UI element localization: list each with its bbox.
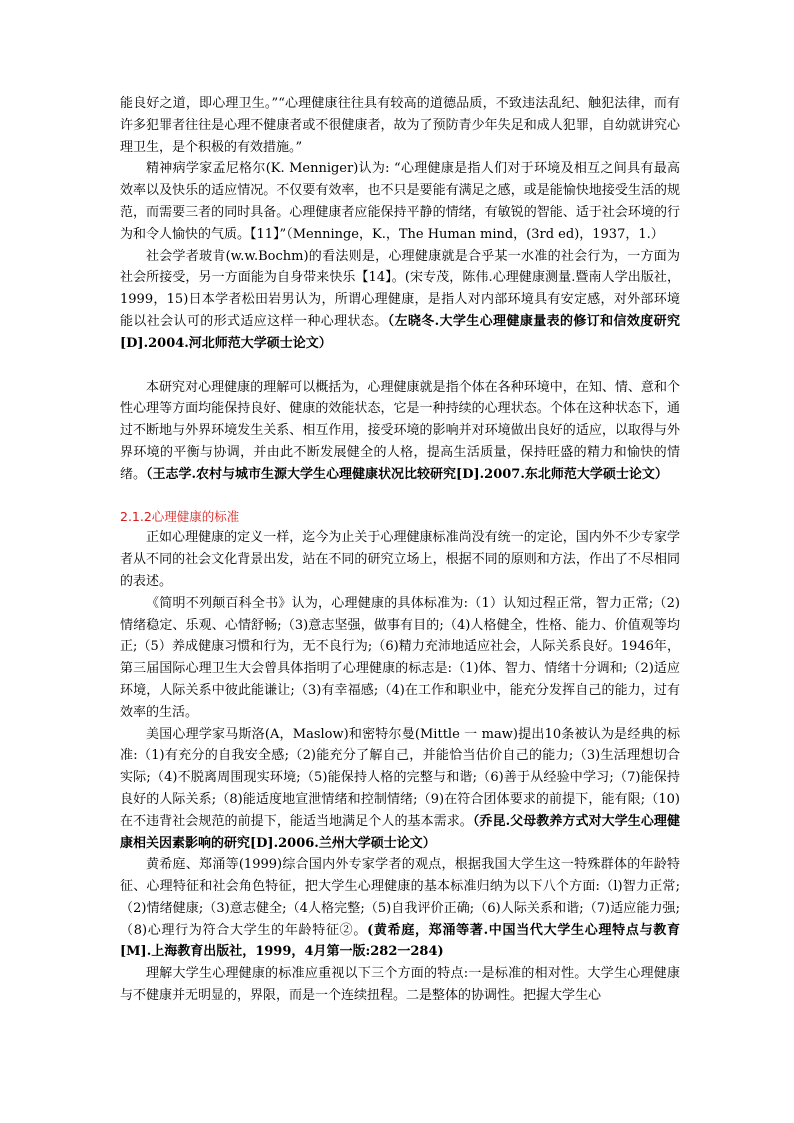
paragraph-bochm-text: 社会学者玻肯(w.w.Bochm)的看法则是，心理健康就是合乎某一水准的社会行为，一方面为社会所接受，另一方面能为自身带来快乐【14】。(宋专茂，陈伟.心理健康测量.暨南人学出版社，1999，15)日本学者松田岩男认为，所谓心理健康，是指人对内部环境具有安定感，对外部环境能以社会认可的形式适应这样一种心理状态。 <box>120 248 680 329</box>
citation-huang: (黄希庭，郑涌等著.中国当代大学生心理特点与教育[M].上海教育出版社，1999，4月第一版:282一284) <box>120 922 680 960</box>
blank-line <box>120 355 680 377</box>
citation-zuo: （左晓冬.大学生心理健康量表的修订和信效度研究[D].2004.河北师范大学硕士论文） <box>120 313 680 351</box>
paragraph-menniger: 精神病学家孟尼格尔(K. Menniger)认为: “心理健康是指人们对于环境及相互之间具有最高效率以及快乐的适应情况。不仅要有效率，也不只是要能有满足之感，或是能愉快地接受生活的规范，而需要三者的同时具备。心理健康者应能保持平静的情绪，有敏锐的智能、适于社会环境的行为和令人愉快的气质。【11】”（Menninge，K.，The Human mind，(3rd ed)，1937，1.） <box>120 161 680 242</box>
paragraph-huang <box>120 854 680 963</box>
paragraph-understanding: 理解大学生心理健康的标准应重视以下三个方面的特点:一是标准的相对性。大学生心理健康与不健康并无明显的，界限，而是一个连续扭程。二是整体的协调性。把握大学生心 <box>120 966 680 1004</box>
paragraph-bochm <box>120 246 680 355</box>
blank-line <box>120 486 680 506</box>
document-page <box>120 93 680 1007</box>
paragraph-britannica: 《简明不列颠百科全书》认为，心理健康的具体标准为:（1）认知过程正常，智力正常;（2)情绪稳定、乐观、心情舒畅;（3)意志坚强，做事有目的;（4)人格健全，性格、能力、价值观等均正;（5）养成健康习惯和行为，无不良行为;（6)精力充沛地适应社会，人际关系良好。1946年，第三届国际心理卫生大会曾具体指明了心理健康的标志是:（1)体、智力、情绪十分调和;（2)适应环境，人际关系中彼此能谦让;（3)有幸福感;（4)在工作和职业中，能充分发挥自己的能力，过有效率的生活。 <box>120 595 680 720</box>
paragraph-1: 能良好之道，即心理卫生。”“心理健康往往具有较高的道德品质，不致违法乱纪、触犯法律，而有许多犯罪者往往是心理不健康者或不很健康者，故为了预防青少年失足和成人犯罪，自幼就讲究心理卫生，是个积极的有效措施。” <box>120 96 680 155</box>
paragraph-standards-intro: 正如心理健康的定义一样，迄今为止关于心理健康标准尚没有统一的定论，国内外不少专家学者从不同的社会文化背景出发，站在不同的研究立场上，根据不同的原则和方法，作出了不尽相同的表述。 <box>120 530 680 589</box>
section-heading: 2.1.2心理健康的标准 <box>120 508 240 524</box>
paragraph-definition <box>120 377 680 486</box>
paragraph-maslow-text: 美国心理学家马斯洛(A，Maslow)和密特尔曼(Mittle 一 maw)提出10条被认为是经典的标准:（1)有充分的自我安全感;（2)能充分了解自己，并能恰当估价自己的能力;（3)生活理想切合实际;（4)不脱离周围现实环境;（5)能保持人格的完整与和谐;（6)善于从经验中学习;（7)能保持良好的人际关系;（8)能适度地宣泄情绪和控制情绪;（9)在符合团体要求的前提下，能有限;（10)在不违背社会规范的前提下，能适当地满足个人的基本需求。 <box>120 726 680 829</box>
paragraph-definition-text: 本研究对心理健康的理解可以概括为，心理健康就是指个体在各种环境中，在知、情、意和个性心理等方面均能保持良好、健康的效能状态，它是一种持续的心理状态。个体在这种状态下，通过不断地与外界环境发生关系、相互作用，接受环境的影响并对环境做出良好的适应，以取得与外界环境的平衡与协调，并由此不断发展健全的人格，提高生活质量，保持旺盛的精力和愉快的情绪。 <box>120 379 680 482</box>
paragraph-huang-text: 黄希庭、郑涌等(1999)综合国内外专家学者的观点，根据我国大学生这一特殊群体的年龄特征、心理特征和社会角色特征，把大学生心理健康的基本标准归纳为以下八个方面:（l)智力正常;（2)情绪健康;（3)意志健全;（4人格完整;（5)自我评价正确;（6)人际关系和谐;（7)适应能力强;（8)心理行为符合大学生的年龄特征②。 <box>120 857 680 938</box>
paragraph-maslow <box>120 724 680 855</box>
citation-wang: （王志学.农村与城市生源大学生心理健康状况比较研究[D].2007.东北师范大学硕士论文） <box>146 466 668 482</box>
citation-qiao: （乔昆.父母教养方式对大学生心理健康相关因素影响的研究[D].2006.兰州大学硕士论文） <box>120 813 680 851</box>
